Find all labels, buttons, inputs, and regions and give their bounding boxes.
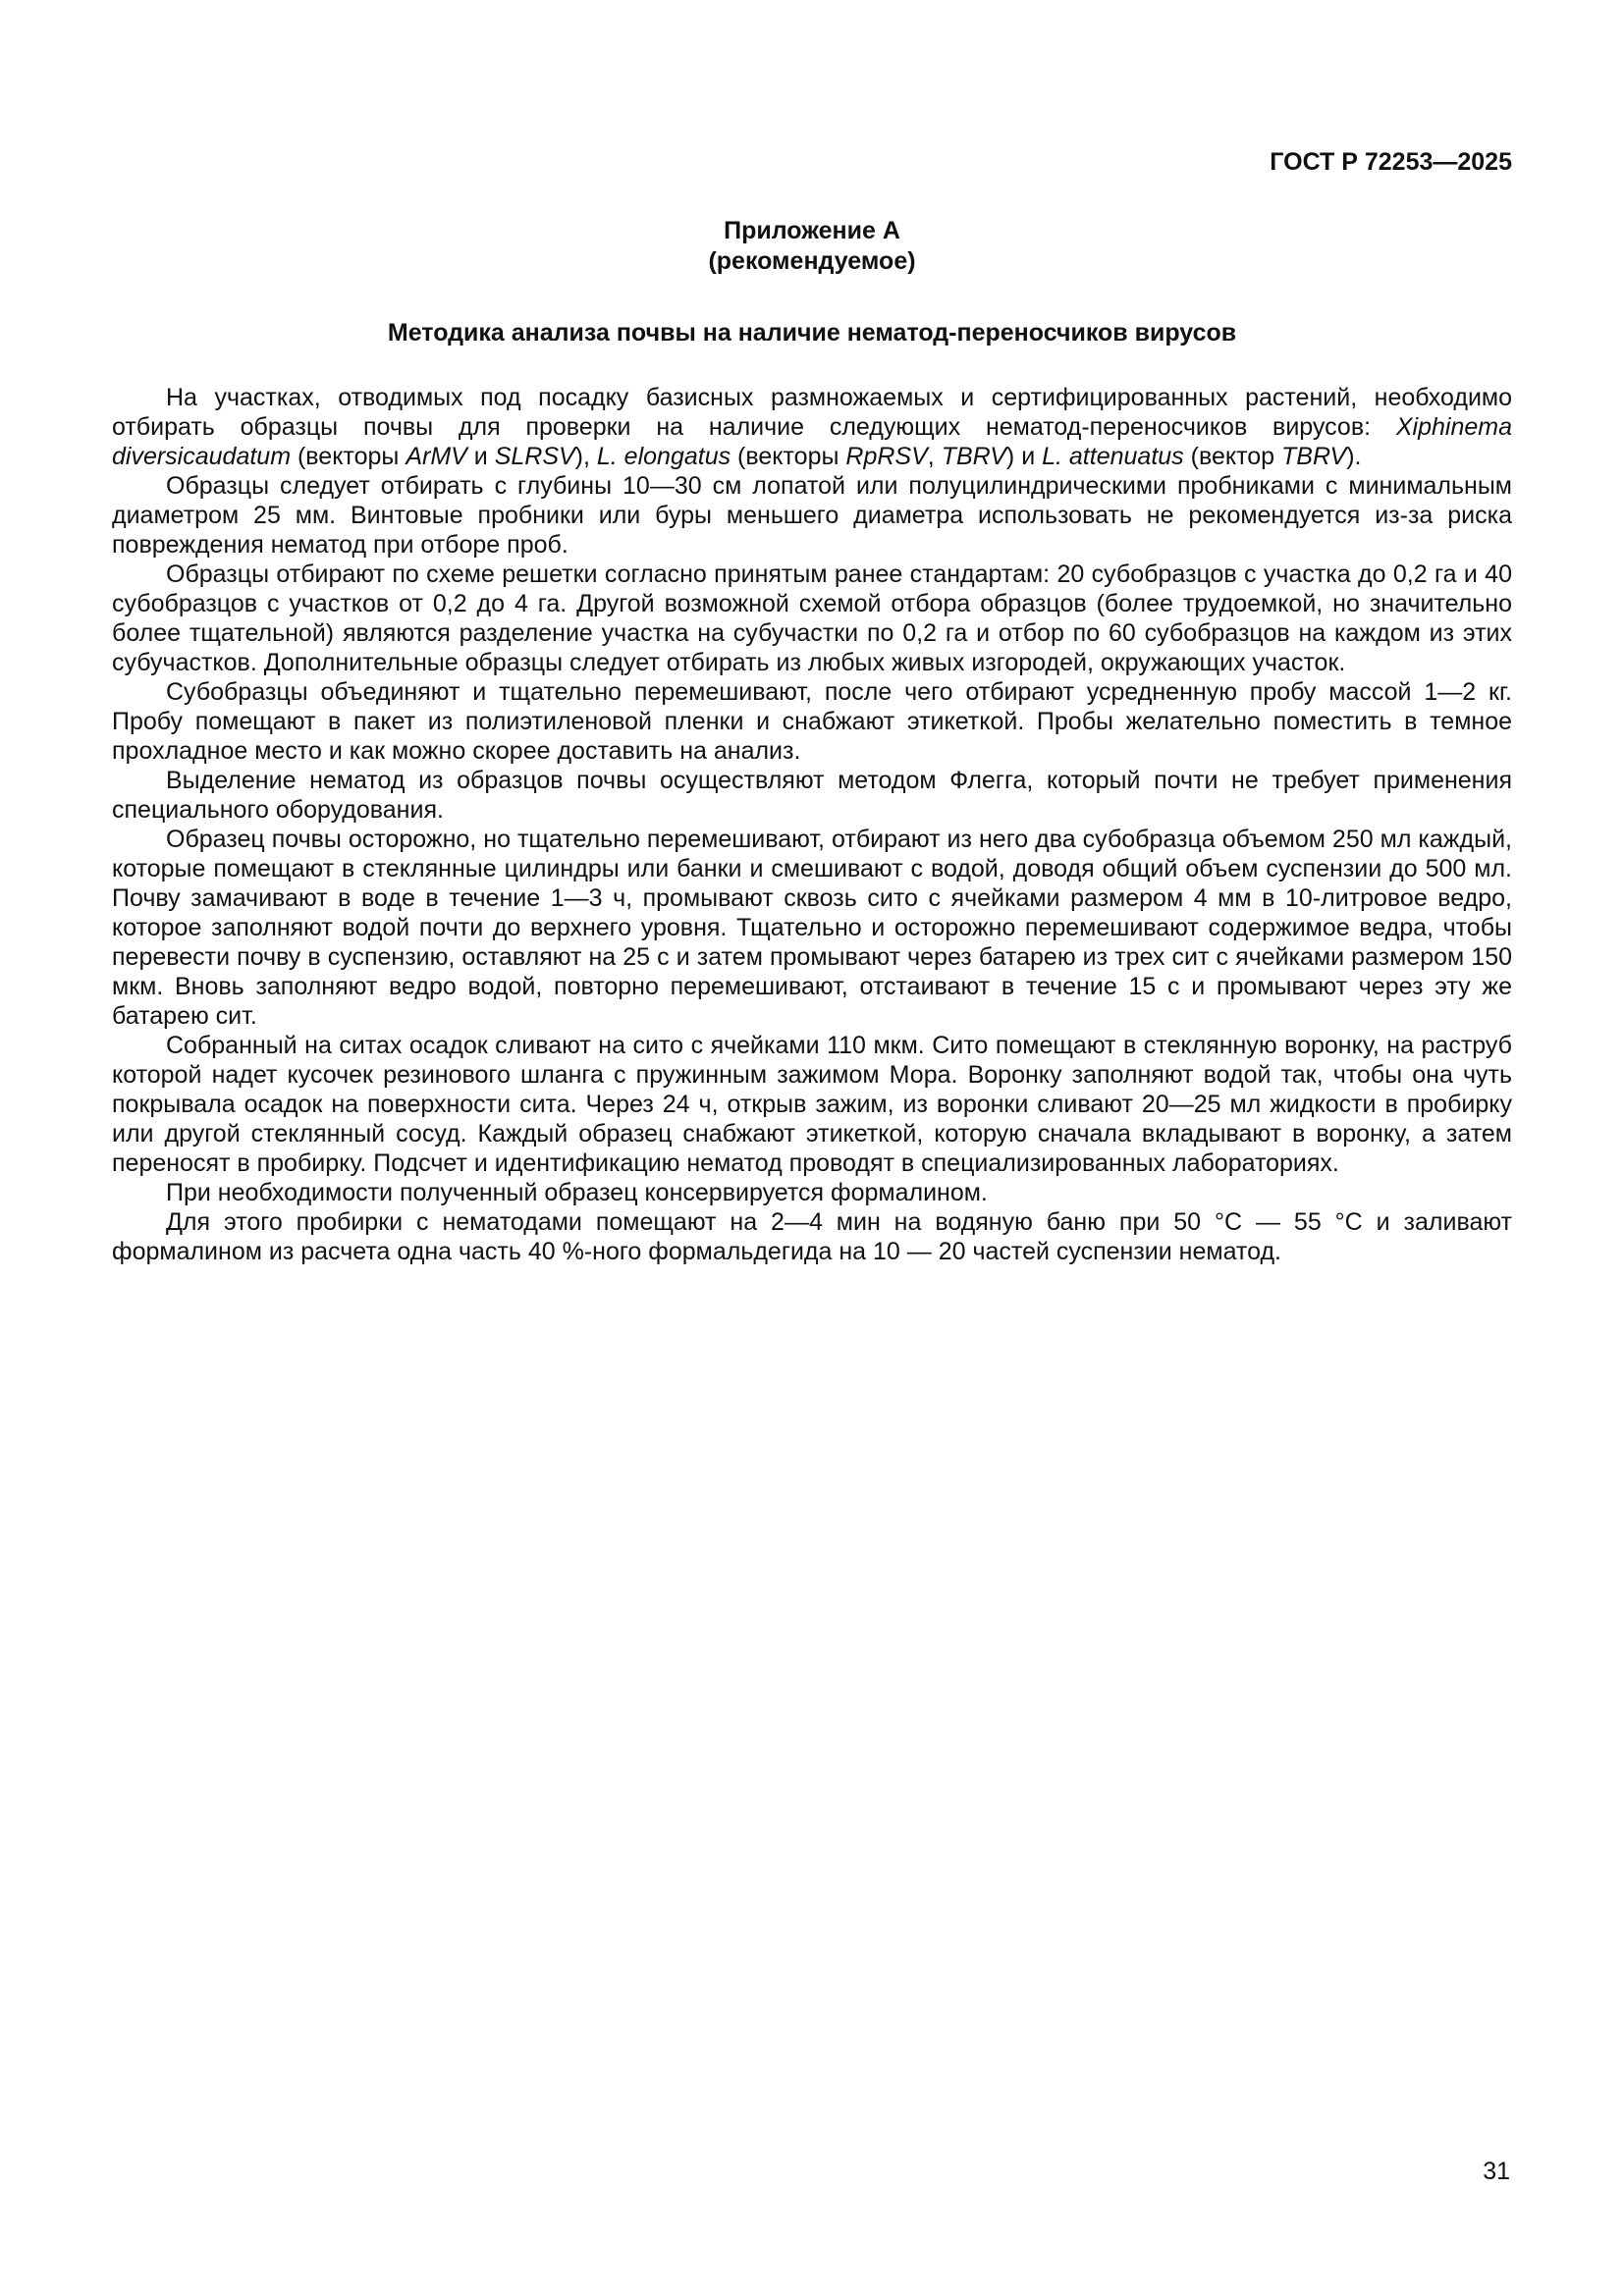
taxon-italic: L. attenuatus xyxy=(1042,443,1184,470)
virus-acronym-italic: RpRSV xyxy=(845,443,928,470)
paragraph-text: и xyxy=(466,443,495,470)
taxon-italic: Xiphinema diversicaudatum xyxy=(112,413,1512,470)
doc-code-header: ГОСТ Р 72253—2025 xyxy=(1270,148,1512,176)
paragraph-4: Субобразцы объединяют и тщательно перемешивают, после чего отбирают усредненную пробу массой 1—2 кг. Пробу помещают в пакет из полиэтиленовой пленки и снабжают этикеткой. Пробы желательно поместить в темное прохладное место и как можно скорее доставить на анализ. xyxy=(112,678,1512,765)
paragraph-7: Собранный на ситах осадок сливают на сито с ячейками 110 мкм. Сито помещают в стеклянную воронку, на раструб которой надет кусочек резинового шланга с пружинным зажимом Мора. Воронку заполняют водой так, чтобы она чуть покрывала осадок на поверхности сита. Через 24 ч, открыв зажим, из воронки сливают 20—25 мл жидкости в пробирку или другой стеклянный сосуд. Каждый образец снабжают этикеткой, которую сначала вкладывают в воронку, а затем переносят в пробирку. Подсчет и идентификацию нематод проводят в специализированных лабораториях. xyxy=(112,1032,1512,1177)
page-number: 31 xyxy=(1483,2158,1510,2185)
paragraph-6: Образец почвы осторожно, но тщательно перемешивают, отбирают из него два субобразца объемом 250 мл каждый, которые помещают в стеклянные цилиндры или банки и смешивают с водой, доводя общий объем суспензии до 500 мл. Почву замачивают в воде в течение 1—3 ч, промывают сквозь сито с ячейками размером 4 мм в 10-литровое ведро, которое заполняют водой почти до верхнего уровня. Тщательно и осторожно перемешивают содержимое ведра, чтобы перевести почву в суспензию, оставляют на 25 с и затем промывают через батарею из трех сит с ячейками размером 150 мкм. Вновь заполняют ведро водой, повторно перемешивают, отстаивают в течение 15 с и промывают через эту же батарею сит. xyxy=(112,826,1512,1030)
paragraph-text: ) и xyxy=(1005,443,1043,470)
paragraph-3: Образцы отбирают по схеме решетки согласно принятым ранее стандартам: 20 субобразцов с участка до 0,2 га и 40 субобразцов с участков от 0,2 до 4 га. Другой возможной схемой отбора образцов (более трудоемкой, но значительно более тщательной) являются разделение участка на субучастки по 0,2 га и отбор по 60 субобразцов на каждом из этих субучастков. Дополнительные образцы следует отбирать из любых живых изгородей, окружающих участок. xyxy=(112,561,1512,676)
appendix-heading xyxy=(112,216,1512,277)
virus-acronym-italic: TBRV xyxy=(941,443,1006,470)
paragraph-text: На участках, отводимых под посадку базисных размножаемых и сертифицированных растений, необходимо отбирать образцы почвы для проверки на наличие следующих нематод-переносчиков вирусов: xyxy=(112,384,1512,441)
virus-acronym-italic: TBRV xyxy=(1281,443,1347,470)
paragraph-9: Для этого пробирки с нематодами помещают на 2—4 мин на водяную баню при 50 °С — 55 °С и заливают формалином из расчета одна часть 40 %-ного формальдегида на 10 — 20 частей суспензии нематод. xyxy=(112,1208,1512,1265)
paragraph-8: При необходимости полученный образец консервируется формалином. xyxy=(166,1179,988,1206)
paragraph-text: (векторы xyxy=(731,443,846,470)
body-text xyxy=(112,383,1512,1266)
paragraph-text: , xyxy=(927,443,942,470)
paragraph-text: (вектор xyxy=(1183,443,1281,470)
paragraph-1 xyxy=(112,383,1512,471)
paragraph-text: ), xyxy=(574,443,597,470)
appendix-label: Приложение А xyxy=(724,217,900,244)
paragraph-text: ). xyxy=(1346,443,1362,470)
taxon-italic: L. elongatus xyxy=(596,443,731,470)
paragraph-5: Выделение нематод из образцов почвы осуществляют методом Флегга, который почти не требует применения специального оборудования. xyxy=(112,767,1512,824)
virus-acronym-italic: SLRSV xyxy=(494,443,575,470)
section-title: Методика анализа почвы на наличие нематод-переносчиков вирусов xyxy=(387,319,1237,347)
appendix-sublabel: (рекомендуемое) xyxy=(708,247,916,275)
virus-acronym-italic: ArMV xyxy=(406,443,467,470)
paragraph-2: Образцы следует отбирать с глубины 10—30 см лопатой или полуцилиндрическими пробниками с минимальным диаметром 25 мм. Винтовые пробники или буры меньшего диаметра использовать не рекомендуется из-за риска повреждения нематод при отборе проб. xyxy=(112,472,1512,559)
paragraph-text: (векторы xyxy=(291,443,406,470)
